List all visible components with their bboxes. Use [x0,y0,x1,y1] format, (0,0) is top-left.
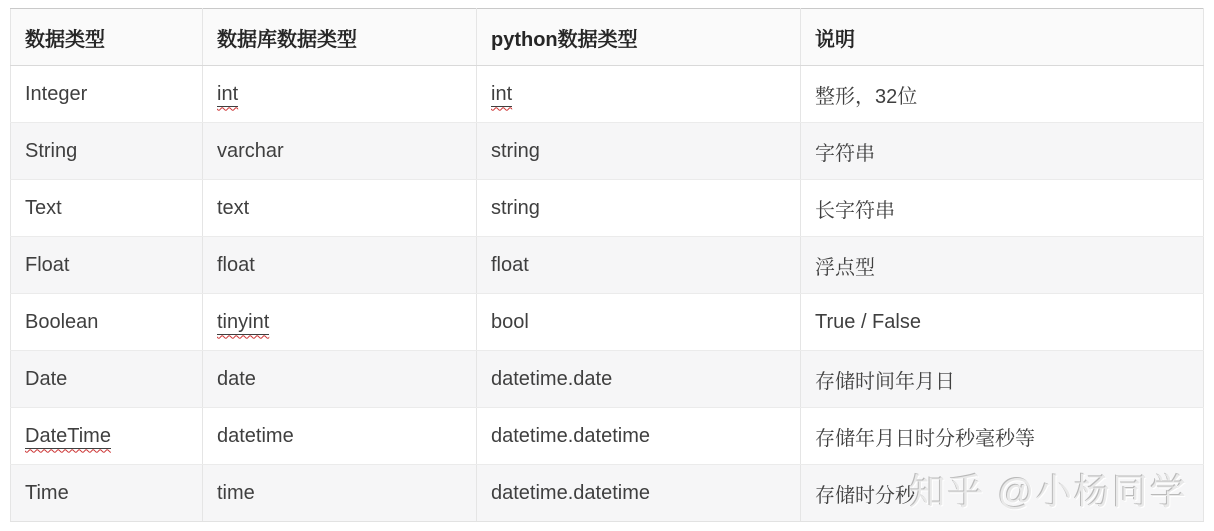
cell-description: 存储时分秒 [801,465,1204,522]
header-cell-db-type: 数据库数据类型 [203,9,477,66]
misspelled-underlined-word: int [491,82,513,105]
cell-python-type: datetime.datetime [477,465,801,522]
cell-python-type: datetime.date [477,351,801,408]
cell-type-name: Time [11,465,203,522]
table-body [11,66,1204,522]
header-cell-description: 说明 [801,9,1204,66]
cell-description: 浮点型 [801,237,1204,294]
cell-type-name [11,408,203,465]
table-row [11,465,1204,522]
data-types-table [10,8,1204,522]
cell-type-name: Date [11,351,203,408]
cell-type-name: Integer [11,66,203,123]
cell-python-type [477,66,801,123]
cell-description: 整形，32位 [801,66,1204,123]
cell-db-type [203,66,477,123]
cell-python-type: string [477,123,801,180]
table-row [11,294,1204,351]
cell-db-type: text [203,180,477,237]
table-row [11,180,1204,237]
table-row [11,66,1204,123]
cell-description: 长字符串 [801,180,1204,237]
cell-type-name: Float [11,237,203,294]
cell-type-name: String [11,123,203,180]
cell-python-type: bool [477,294,801,351]
cell-type-name: Text [11,180,203,237]
zhihu-watermark: 知乎 @小杨同学 [909,471,1188,512]
data-types-table-container [10,8,1203,522]
cell-description: True / False [801,294,1204,351]
cell-description: 存储年月日时分秒毫秒等 [801,408,1204,465]
cell-description: 字符串 [801,123,1204,180]
cell-type-name: Boolean [11,294,203,351]
cell-python-type: string [477,180,801,237]
misspelled-underlined-word: tinyint [217,310,270,333]
table-row [11,408,1204,465]
cell-python-type: datetime.datetime [477,408,801,465]
table-row [11,351,1204,408]
cell-description: 存储时间年月日 [801,351,1204,408]
header-cell-data-type: 数据类型 [11,9,203,66]
cell-db-type: time [203,465,477,522]
cell-db-type: datetime [203,408,477,465]
misspelled-underlined-word: int [217,82,239,105]
cell-python-type: float [477,237,801,294]
table-header [11,9,1204,66]
cell-db-type [203,294,477,351]
table-row [11,123,1204,180]
table-header-row [11,9,1204,66]
header-cell-python-type: python数据类型 [477,9,801,66]
cell-db-type: float [203,237,477,294]
cell-db-type: varchar [203,123,477,180]
cell-db-type: date [203,351,477,408]
misspelled-underlined-word: DateTime [25,424,111,447]
table-row [11,237,1204,294]
